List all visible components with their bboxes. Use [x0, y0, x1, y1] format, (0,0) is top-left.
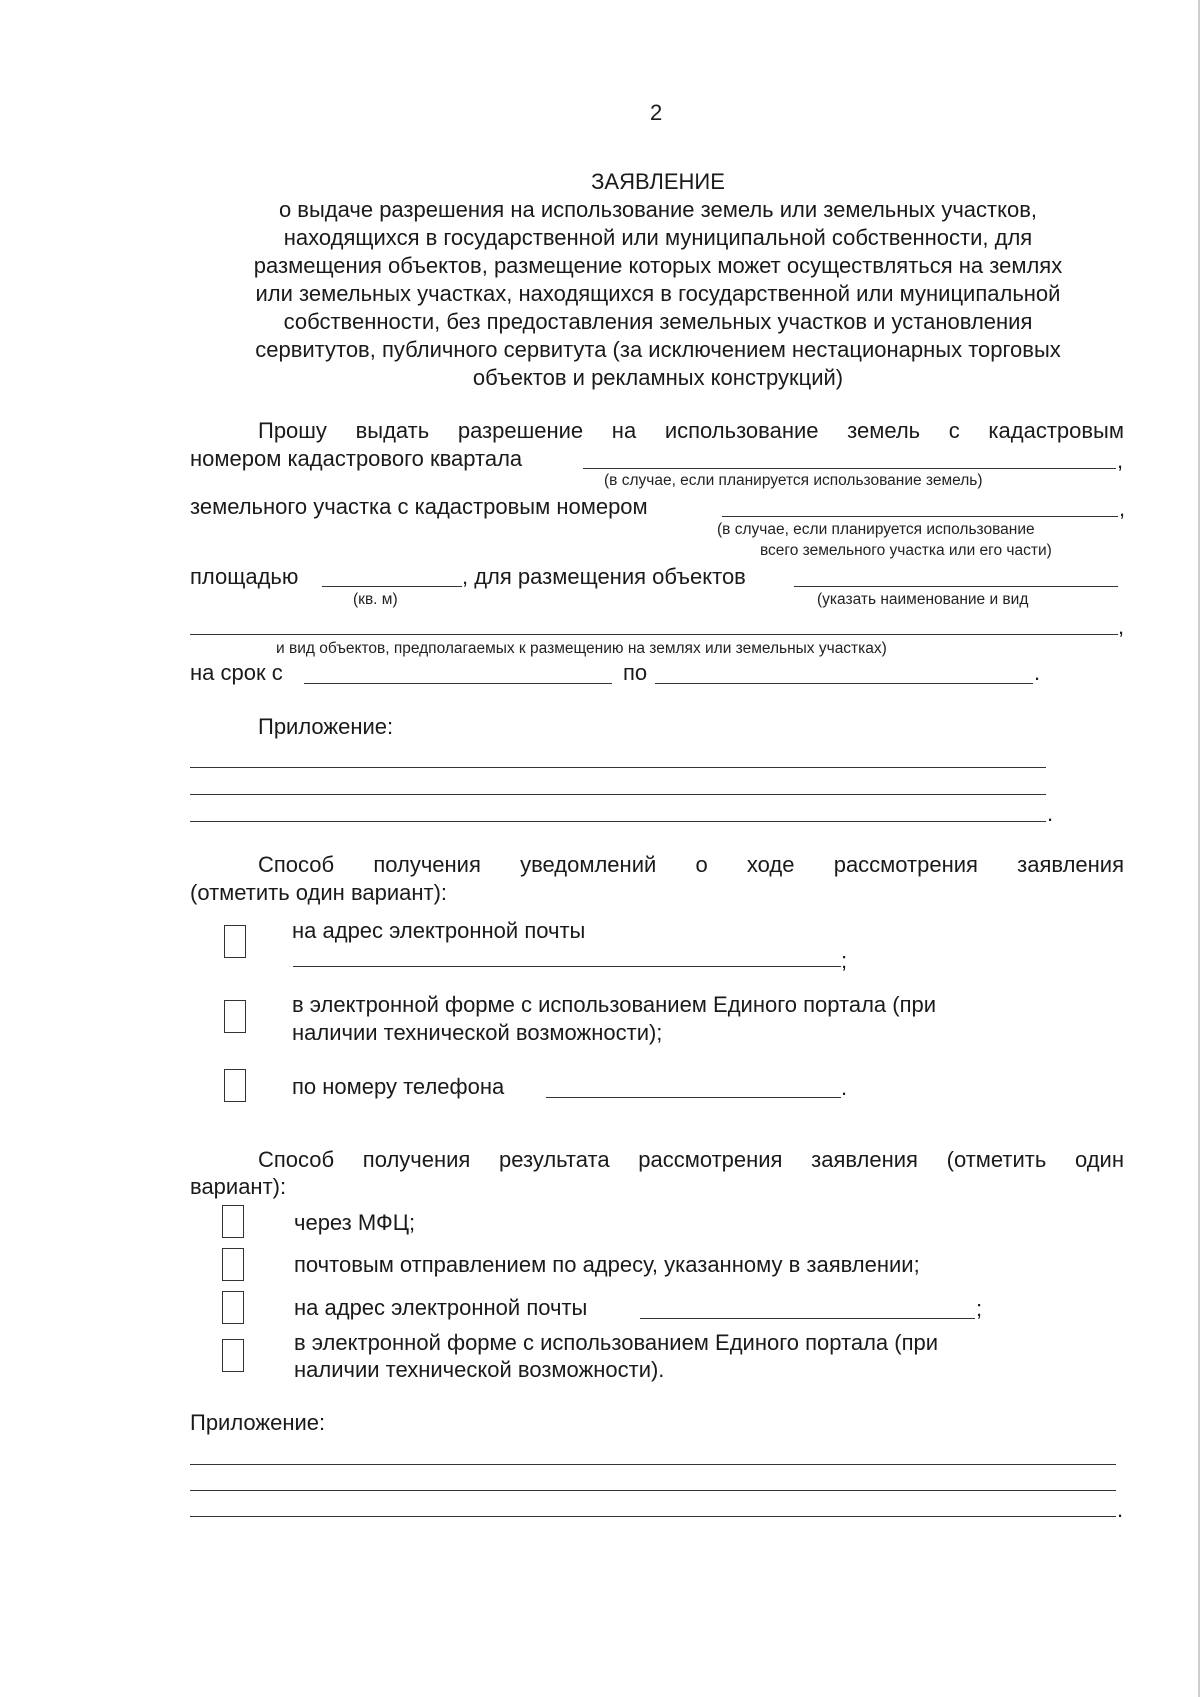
term-to-label: по — [623, 660, 648, 685]
subtitle-line: собственности, без предоставления земельных участков и установления — [283, 309, 1033, 334]
notify-phone-label: по номеру телефона — [292, 1074, 505, 1099]
notify-intro-line-2: (отметить один вариант): — [190, 880, 448, 905]
hint-objects-1: (указать наименование и вид — [817, 591, 1029, 608]
area-field[interactable] — [322, 586, 462, 587]
document-page: 2 ЗАЯВЛЕНИЕ о выдаче разрешения на использование земель или земельных участков, находящихся в государственной или муниципальной собственности, для размещения объектов, размещение которых может осуществляться на землях или земельных участках, находящихся в государственной или муниципальной собственности, без предоставления земельных участков и установления сервитутов, публичного сервитута (за исключением нестационарных торговых объектов и рекламных конструкций) Прошу выдать разрешение на использование земель с кадастровым номером кадастрового квартала , (в случае, если планируется использование земель) земельного участка с кадастровым номером , (в случае, если планируется использование всего земельного участка или его части) площадью , для размещения объектов (кв. м) (указать наименование и вид , и вид объектов, предполагаемых к размещению на землях или земельных участках) на срок с по . Приложение: . Способ получения уведомлений о ходе рассмотрения заявления (отметить один вариант): на адрес электронной почты ; в электронной форме с использованием Единого портала (при наличии технической возможности); по номеру телефона . Способ получения результата рассмотрения заявления (отметить один вариант): через МФЦ; почтовым отправлением по адресу, указанному в заявлении; на адрес электронной почты ; в электронной форме с использованием Единого портала (при наличии технической возможности). Приложение: . — [0, 0, 1200, 1697]
result-mfc-checkbox[interactable] — [222, 1205, 244, 1238]
notify-phone-checkbox[interactable] — [224, 1069, 246, 1102]
subtitle-line: находящихся в государственной или муниципальной собственности, для — [283, 225, 1033, 250]
document-title: ЗАЯВЛЕНИЕ — [591, 169, 725, 194]
result-portal-label-1: в электронной форме с использованием Единого портала (при — [294, 1330, 939, 1355]
notify-phone-field[interactable] — [546, 1097, 841, 1098]
request-line-1: Прошу выдать разрешение на использование земель с кадастровым — [258, 418, 1124, 443]
term-from-label: на срок с — [190, 660, 283, 685]
objects-field[interactable] — [794, 586, 1118, 587]
area-label: площадью — [190, 564, 299, 589]
objects-label: , для размещения объектов — [462, 564, 746, 589]
plot-number-field[interactable] — [722, 516, 1118, 517]
hint-plot-2: всего земельного участка или его части) — [760, 542, 1052, 559]
notify-portal-checkbox[interactable] — [224, 1000, 246, 1033]
attachment-line[interactable] — [190, 767, 1046, 768]
subtitle-line: о выдаче разрешения на использование земель или земельных участков, — [278, 197, 1038, 222]
notify-portal-label-1: в электронной форме с использованием Единого портала (при — [292, 992, 937, 1017]
hint-quarter: (в случае, если планируется использование земель) — [604, 472, 983, 489]
notify-intro-line-1: Способ получения уведомлений о ходе рассмотрения заявления — [258, 852, 1124, 877]
attachment-line[interactable] — [190, 821, 1046, 822]
subtitle-line: размещения объектов, размещение которых может осуществляться на землях — [253, 253, 1063, 278]
result-intro-line-1: Способ получения результата рассмотрения заявления (отметить один — [258, 1147, 1124, 1172]
notify-email-label: на адрес электронной почты — [292, 918, 586, 943]
hint-objects-2: и вид объектов, предполагаемых к размещению на землях или земельных участках) — [276, 640, 887, 657]
notify-email-checkbox[interactable] — [224, 925, 246, 958]
objects-field-continued[interactable] — [190, 634, 1118, 635]
result-post-label: почтовым отправлением по адресу, указанному в заявлении; — [294, 1252, 920, 1277]
attachment-line[interactable] — [190, 1516, 1116, 1517]
result-email-label: на адрес электронной почты — [294, 1295, 588, 1320]
notify-email-field[interactable] — [293, 966, 841, 967]
hint-plot-1: (в случае, если планируется использование — [717, 521, 1035, 538]
result-email-checkbox[interactable] — [222, 1291, 244, 1324]
subtitle-line: или земельных участках, находящихся в государственной или муниципальной — [255, 281, 1061, 306]
result-post-checkbox[interactable] — [222, 1248, 244, 1281]
page-number: 2 — [650, 100, 663, 125]
result-email-field[interactable] — [640, 1318, 975, 1319]
attachment-label-2: Приложение: — [190, 1410, 326, 1435]
result-portal-checkbox[interactable] — [222, 1339, 244, 1372]
area-unit-hint: (кв. м) — [353, 591, 398, 608]
result-portal-label-2: наличии технической возможности). — [294, 1357, 665, 1382]
result-mfc-label: через МФЦ; — [294, 1210, 416, 1235]
subtitle-line: сервитутов, публичного сервитута (за исключением нестационарных торговых — [255, 337, 1061, 362]
term-to-field[interactable] — [655, 683, 1033, 684]
quarter-number-field[interactable] — [583, 468, 1116, 469]
attachment-line[interactable] — [190, 794, 1046, 795]
notify-portal-label-2: наличии технической возможности); — [292, 1020, 663, 1045]
plot-label: земельного участка с кадастровым номером — [190, 494, 648, 519]
quarter-label: номером кадастрового квартала — [190, 446, 523, 471]
term-from-field[interactable] — [304, 683, 612, 684]
attachment-line[interactable] — [190, 1464, 1116, 1465]
result-intro-line-2: вариант): — [190, 1174, 287, 1199]
attachment-label: Приложение: — [258, 714, 394, 739]
attachment-line[interactable] — [190, 1490, 1116, 1491]
subtitle-line: объектов и рекламных конструкций) — [472, 365, 844, 390]
